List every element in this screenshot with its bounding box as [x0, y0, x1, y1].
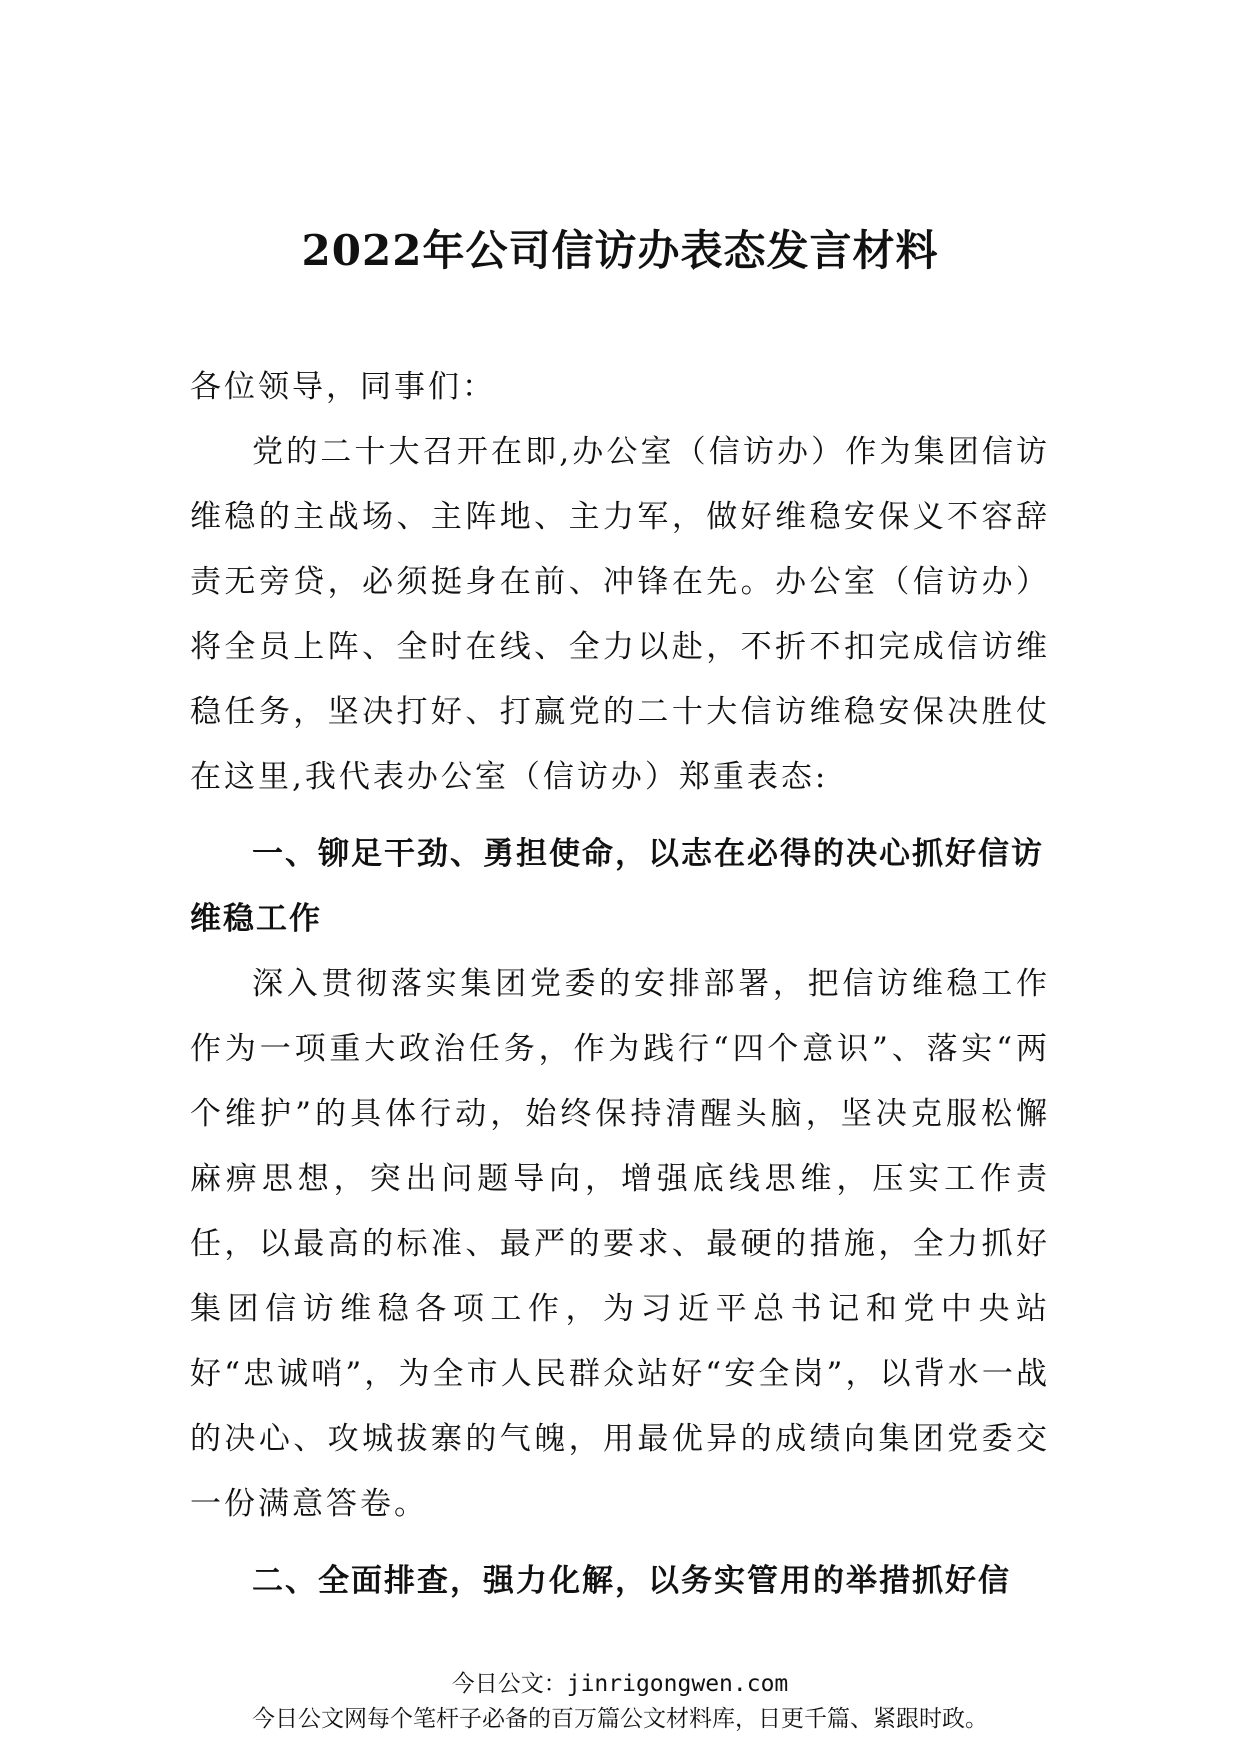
- section-heading-1: 一、铆足干劲、勇担使命，以志在必得的决心抓好信访维稳工作: [190, 836, 1044, 937]
- document-title: 2022年公司信访办表态发言材料: [301, 226, 939, 275]
- section-heading-2: 二、全面排查，强力化解，以务实管用的举措抓好信: [252, 1563, 1011, 1599]
- section-1-paragraph: 深入贯彻落实集团党委的安排部署，把信访维稳工作作为一项重大政治任务，作为践行“四个意识”、落实“两个维护”的具体行动，始终保持清醒头脑，坚决克服松懈麻痹思想，突出问题导向，增强底线思维，压实工作责任，以最高的标准、最严的要求、最硬的措施，全力抓好集团信访维稳各项工作，为习近平总书记和党中央站好“忠诚哨”，为全市人民群众站好“安全岗”，以背水一战的决心、攻城拔寨的气魄，用最优异的成绩向集团党委交一份满意答卷。: [190, 966, 1050, 1522]
- footer-link[interactable]: jinrigongwen.com: [566, 1671, 789, 1697]
- footer-source: [0, 1665, 1240, 1698]
- salutation: 各位领导，同事们：: [190, 369, 496, 405]
- footer-tagline: 今日公文网每个笔杆子必备的百万篇公文材料库，日更千篇、紧跟时政。: [252, 1706, 988, 1732]
- intro-paragraph: 党的二十大召开在即,办公室（信访办）作为集团信访维稳的主战场、主阵地、主力军，做好维稳安保义不容辞责无旁贷，必须挺身在前、冲锋在先。办公室（信访办）将全员上阵、全时在线、全力以赴，不折不扣完成信访维稳任务，坚决打好、打赢党的二十大信访维稳安保决胜仗在这里,我代表办公室（信访办）郑重表态:: [190, 434, 1050, 795]
- footer-label: 今日公文：: [451, 1671, 567, 1697]
- document-body: [190, 355, 1050, 1614]
